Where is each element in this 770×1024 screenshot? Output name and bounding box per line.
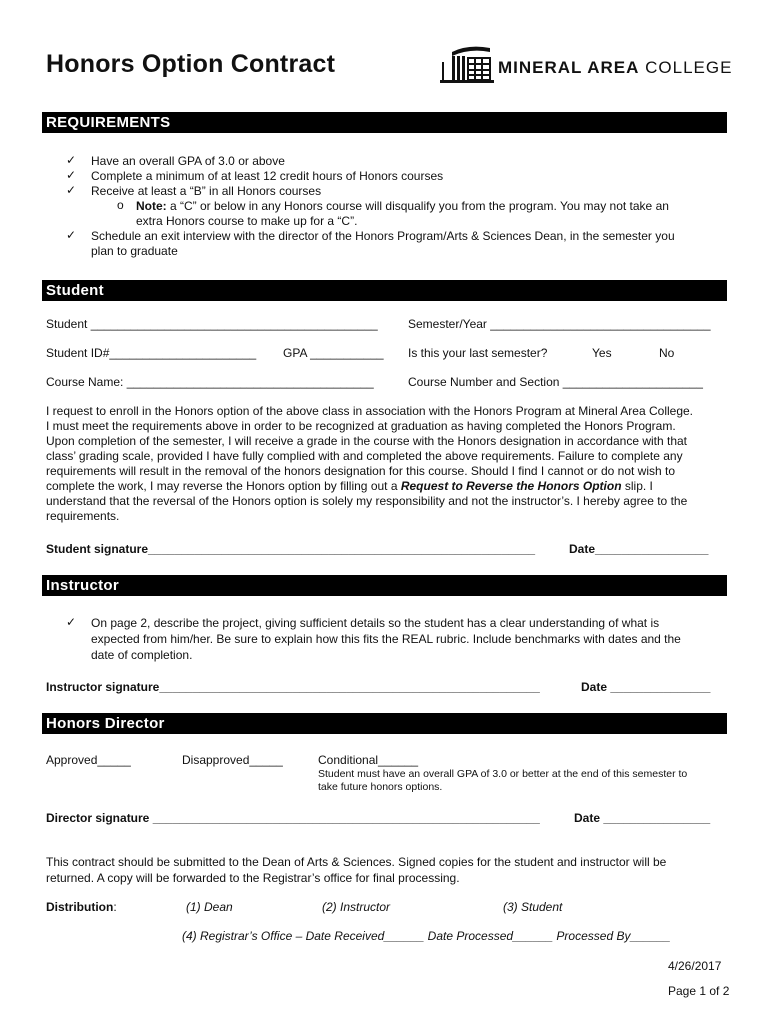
student-agreement-paragraph — [46, 404, 724, 524]
paragraph-line: requirements will result in the removal of the honors designation for this course. Should I find I cannot or do not wish to — [46, 464, 676, 478]
requirement-item: Complete a minimum of at least 12 credit hours of Honors courses — [91, 169, 444, 183]
check-icon: ✓ — [66, 153, 77, 167]
distribution-student: (3) Student — [503, 900, 563, 914]
page-title: Honors Option Contract — [46, 50, 336, 78]
student-header: Student — [42, 280, 727, 301]
disapproved-field[interactable]: Disapproved_____ — [182, 753, 283, 767]
conditional-field[interactable]: Conditional______ — [318, 753, 419, 767]
distribution-colon: : — [113, 900, 117, 914]
paragraph-text: slip. I — [621, 479, 653, 493]
distribution-label — [46, 900, 117, 914]
student-id-field[interactable]: Student ID#______________________ — [46, 346, 257, 360]
requirement-item: Schedule an exit interview with the director of the Honors Program/Arts & Sciences Dean, in the semester you — [91, 229, 675, 243]
student-name-field[interactable]: Student ___________________________________________ — [46, 317, 378, 331]
distribution-dean: (1) Dean — [186, 900, 233, 914]
approved-field[interactable]: Approved_____ — [46, 753, 131, 767]
course-name-field[interactable]: Course Name: _____________________________________ — [46, 375, 374, 389]
semester-year-field[interactable]: Semester/Year _________________________________ — [408, 317, 711, 331]
paragraph-line: requirements. — [46, 509, 120, 523]
student-signature-field[interactable]: Student signature__________________________________________________________ — [46, 542, 536, 556]
instructor-header: Instructor — [42, 575, 727, 596]
reverse-option-slip-name: Request to Reverse the Honors Option — [400, 479, 622, 493]
paragraph-line: Upon completion of the semester, I will receive a grade in the course with the Honors designation in accordance with that — [46, 434, 688, 448]
last-semester-question: Is this your last semester? — [408, 346, 548, 360]
distribution-instructor: (2) Instructor — [322, 900, 391, 914]
instructor-date-field[interactable]: Date _______________ — [581, 680, 711, 694]
page-number: Page 1 of 2 — [668, 984, 730, 998]
check-icon: ✓ — [66, 228, 77, 242]
instructor-instruction-cont: date of completion. — [91, 648, 193, 662]
logo-text-bold: MINERAL AREA — [498, 58, 640, 77]
conditional-note: Student must have an overall GPA of 3.0 or better at the end of this semester to — [318, 768, 688, 780]
paragraph-line — [46, 479, 724, 494]
instructor-signature-field[interactable]: Instructor signature_________________________________________________________ — [46, 680, 540, 694]
sub-bullet-icon: o — [117, 198, 124, 212]
requirement-note — [136, 199, 669, 213]
student-date-field[interactable]: Date_________________ — [569, 542, 709, 556]
distribution-registrar: (4) Registrar’s Office – Date Received______ Date Processed______ Processed By______ — [182, 929, 671, 943]
director-header: Honors Director — [42, 713, 727, 734]
instructor-instruction-cont: expected from him/her. Be sure to explain how this fits the REAL rubric. Include benchmarks with dates and the — [91, 632, 681, 646]
distribution-label-text: Distribution — [46, 900, 114, 914]
no-option[interactable]: No — [659, 346, 675, 360]
check-icon: ✓ — [66, 183, 77, 197]
requirement-item: Have an overall GPA of 3.0 or above — [91, 154, 285, 168]
instructor-instruction: On page 2, describe the project, giving sufficient details so the student has a clear understanding of what is — [91, 616, 660, 630]
paragraph-line: I request to enroll in the Honors option of the above class in association with the Honors Program at Mineral Area College. — [46, 404, 694, 418]
director-date-field[interactable]: Date ________________ — [574, 811, 711, 825]
submission-note: This contract should be submitted to the Dean of Arts & Sciences. Signed copies for the student and instructor will be — [46, 855, 667, 869]
requirement-note-cont: extra Honors course to make up for a “C”. — [136, 214, 358, 228]
check-icon: ✓ — [66, 615, 77, 629]
submission-note-cont: returned. A copy will be forwarded to the Registrar’s office for final processing. — [46, 871, 460, 885]
note-text: a “C” or below in any Honors course will disqualify you from the program. You may not take an — [166, 199, 669, 213]
document-date: 4/26/2017 — [668, 959, 722, 973]
conditional-note-cont: take future honors options. — [318, 781, 443, 793]
paragraph-line: understand that the reversal of the Honors option is solely my responsibility and not the instructor’s. I hereby agree to the — [46, 494, 688, 508]
director-signature-field[interactable]: Director signature __________________________________________________________ — [46, 811, 540, 825]
logo-text-light: COLLEGE — [645, 58, 733, 77]
check-icon: ✓ — [66, 168, 77, 182]
gpa-field[interactable]: GPA ___________ — [283, 346, 384, 360]
note-label: Note: — [136, 199, 167, 213]
requirements-header: REQUIREMENTS — [42, 112, 727, 133]
paragraph-text: complete the work, I may reverse the Honors option by filling out a — [46, 479, 401, 493]
requirement-item-cont: plan to graduate — [91, 244, 178, 258]
yes-option[interactable]: Yes — [592, 346, 612, 360]
building-icon — [438, 44, 496, 84]
course-number-field[interactable]: Course Number and Section _____________________ — [408, 375, 703, 389]
paragraph-line: I must meet the requirements above in order to be recognized at graduation as having completed the Honors Program. — [46, 419, 676, 433]
paragraph-line: class’ grading scale, provided I have fully complied with and completed the above requirements. Failure to complete any — [46, 449, 683, 463]
college-logo — [438, 44, 733, 84]
requirement-item: Receive at least a “B” in all Honors courses — [91, 184, 322, 198]
